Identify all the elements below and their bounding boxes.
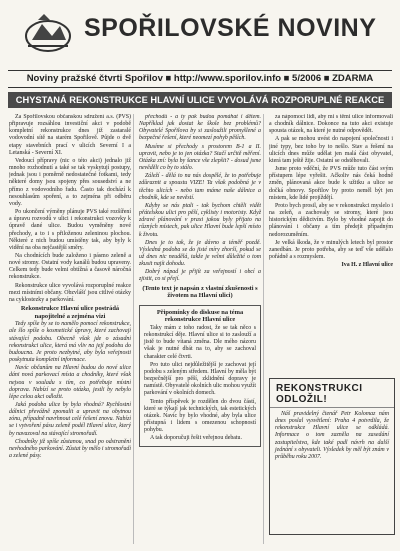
paragraph: Pro tuto ulici nejdůležitější je zachovat její podobu s zeleným středem. Hlavní by měla být bezpečnější pro pěší, zklidnění dopravy je namístě. Obyvatelé okolních ulic mohou využít parkování v okolních domech. [144,361,256,397]
paragraph: Proto bych prosil, aby se v rekonstrukci myslelo i na zeleň, a zachovaly se stromy, které jsou historickým dědictvím. Bylo by vhodné zapojit do plánování i občany a tím předejít případným nedorozuměním. [269,202,393,238]
spořilov-logo-icon [22,10,74,54]
paragraph: Taky mám z toho radost, že se tak něco s rekonstrukcí děje. Hlavní ulice si to zaslouží a jistě to bude vítaná změna. Dle mého názoru však je nutné dbát na to, aby se zachoval charakter celé čtvrti. [144,324,256,360]
info-bar: Noviny pražské čtvrti Spořilov ■ http://www.sporilov.info ■ 5/2006 ■ ZDARMA [8,70,392,88]
paragraph: Tento příspěvek je rozdělen do dvou částí, které se týkají jak technických, tak estetických otázek. Navíc by bylo vhodné, aby byla ulice přístupná i lidem s omezenou schopností pohybu. [144,398,256,434]
newspaper-title: SPOŘILOVSKÉ NOVINY [84,14,377,42]
paragraph: Dnes je to tak, že je dávno a téměř pozdě. Výsledná podoba se do jisté míry zhorší, pokud se už dnes nic neudělá, takže je velmi důležité o tom zkusit najít dohodu. [139,239,261,268]
paragraph: Za Spořilovskou občanskou sdružení a.s. (PVS) připravuje rozsáhlou investiční akci v podobě kompletní rekonstrukce dnes již zastaralé vodovodní sítě na starém Spořilově. Půjde o dvě etapy stavebních prací v ulicích Severní I a Letanská - Severní XI. [9,114,131,156]
column-divider [263,114,264,544]
paragraph: Tedy spíše by se to namělo pomocí rekonstrukce, ale šlo spíše o kosmetické úpravy, které zachovají stávající podobu. Obecně však jde o zásadní rekonstrukci ulice, která má vliv na její podobu do budoucna. Je proto nezbytné, aby byla veřejnosti poskytnuta kompletní informace. [9,321,131,364]
discussion-box-title: Připomínky do diskuse na téma rekonstrukce Hlavní ulice [156,308,244,324]
paragraph: Rekonstrukce ulice vyvolává rozporuplné reakce mezi místními občany. Obzvlášť jsou citlivé otázky na cyklostezky a parkování. [9,282,131,303]
news-box-title: REKONSTRUKCI ODLOŽIL! [270,379,394,408]
paragraph: Navíc občanům na Hlavní budou do nové ulice dáni nová parkovací místa a chodníky, které však nejsou v souladu s tím, co potřebuje místní doprava. Nabízí se proto otázka, jestli by nebylo lépe celou akci odložit. [9,365,131,400]
paragraph: A tak doporučuji řešit veřejnou debatu. [150,435,242,442]
paragraph: Musíme si přechody s prostorem B-1 a II. upravit, nebo je to jen otázka? Stačí určitě měření. Otázka zní: byla by šance vše zlepšit? - dosud jsme nevěděli co by to stálo. [139,143,261,172]
paragraph: Na chodnících bude založeno i pásmo zeleně a nové stromy. Ostatní vody kanálů budou upraveny. Celkem tedy bude velmi obtížná a časově náročná rekonstrukce. [9,252,131,281]
bold-note: (Tento text je napsán z vlastní zkušenosti s životem na Hlavní ulici) [142,284,258,300]
paragraph: za nápomoci lidi, aby mi s těmi ulice informovali a chodník dálnice. Dokonce na tuto akci existuje spousta otázek, na které je nutné odpovědět. [269,114,393,135]
discussion-box [139,305,261,448]
paragraph: přechodů - a ty pak budou pomáhat i dětem. Například jak dostat ke škole bez problémů? Obyvatelé Spořilova by si zasloužili promyšlené a bezpečné řešení, které neomezí pohyb pěších. [139,114,261,142]
article-column-1 [9,114,131,546]
article-column-3 [269,114,393,372]
paragraph: Dobrý nápad je přijít za veřejností i obcí a zjistit, co si přejí. [139,269,261,283]
section-subhead: Rekonstrukce Hlavní ulice postrádá napojitelné a zejména vizi [20,305,120,320]
news-box [269,378,395,535]
author-signature: Iva H. z Hlavní ulice [341,262,393,269]
paragraph: Jsme proto vděční, že PVS může tuto část svým přístupem lépe vyřešit. Ačkoliv nás čeká hodně změn, plánovaná akce bude k užitku a ulice se dočká obnovy. Spořilov by proto neměl být jen místem, kde lidé projíždějí. [269,166,393,201]
paragraph: Vedoucí přípravy (nic o této akci) jednalo již mnoho rozhodnutí a také se tak vyskytují postupy, jednak jsou i poměrně nedostatečné fotkami, tedy některé domy jsou spojeny přes sousedství a ne přímo z vodovodního řadu. Často tak dochází k nesouhlasům spoření, a to zejména při odběru vody. [9,157,131,207]
paragraph: Kdyby se nás ptali - tak bychom chtěli vidět přátelskou ulici pro pěší, cyklisty i motoristy. Když zdravé plánování v praxi jakou byly přijato na různých místech, pak ulice Hlavní bude lepší místo k životu. [139,202,261,238]
paragraph: Po ukončení výměny plánuje PVS také rozšíření a úpravu rozvodů v ulici i rekonstrukci vozovky k úpravě dané ulice. Budou vyměněny nové přechody, a to i s přiloženou zeleninou plochou. Některé z nich budou umístěny tak, aby byly k vidění na oba nejčastější směry. [9,209,131,251]
paragraph: Chodníky již spíše zůstanou, snad po odstranění nevhodného parkování. Zůstat by mělo i stromořadí a zelené pásy. [9,438,131,460]
news-box-body: Náš pravidelný čtenář Petr Kolomaz nám dnes poslal vysvětlení: Praha 4 potvrdila, že rekonstrukce Hlavní ulice se odkládá. Informace o tom zazněla na zasedání zastupitelstva, kde také padl návrh na další jednání s obyvateli. Výsledek by měl být znám v průběhu roku 2007. [275,411,389,460]
paragraph: Jaká podoba ulice by byla vhodná? Rychlostní dálnici převážně zpomalit a upravit na obytnou zónu, případně navrhnout celé řešení znovu. Nabízí se i vytvoření pásu zeleně podél Hlavní ulice, který by navazoval na stávající stromořadí. [9,401,131,437]
masthead [0,0,400,68]
paragraph: Je velká škoda, že v minulých letech byl prostor zanedbán. Je proto potřeba, aby se teď vše udělalo pořádně a s rozmyslem. [269,239,393,260]
headline-banner: CHYSTANÁ REKONSTRUKCE HLAVNÍ ULICE VYVOLÁVÁ ROZPORUPLNÉ REAKCE [8,92,392,108]
paragraph: Záleží - dělá to na nás dospělé, že to potřebuje zdůraznit a spoustu VIZE! Ta však podobná je v těchto ulicích - nebo tam máme naše dálnice a chodník, kde se nevěstí. [139,173,261,201]
paragraph: A pak se mohou uvést do napojení společnosti i jiné typy, bez toho by to nešlo. Stav a řešení na ulicích dnes může udělat jen malá část obyvatel, která tam ještě žije. Ostatní se odstěhovali. [269,136,393,164]
article-column-2 [139,114,261,546]
column-divider [133,114,134,544]
